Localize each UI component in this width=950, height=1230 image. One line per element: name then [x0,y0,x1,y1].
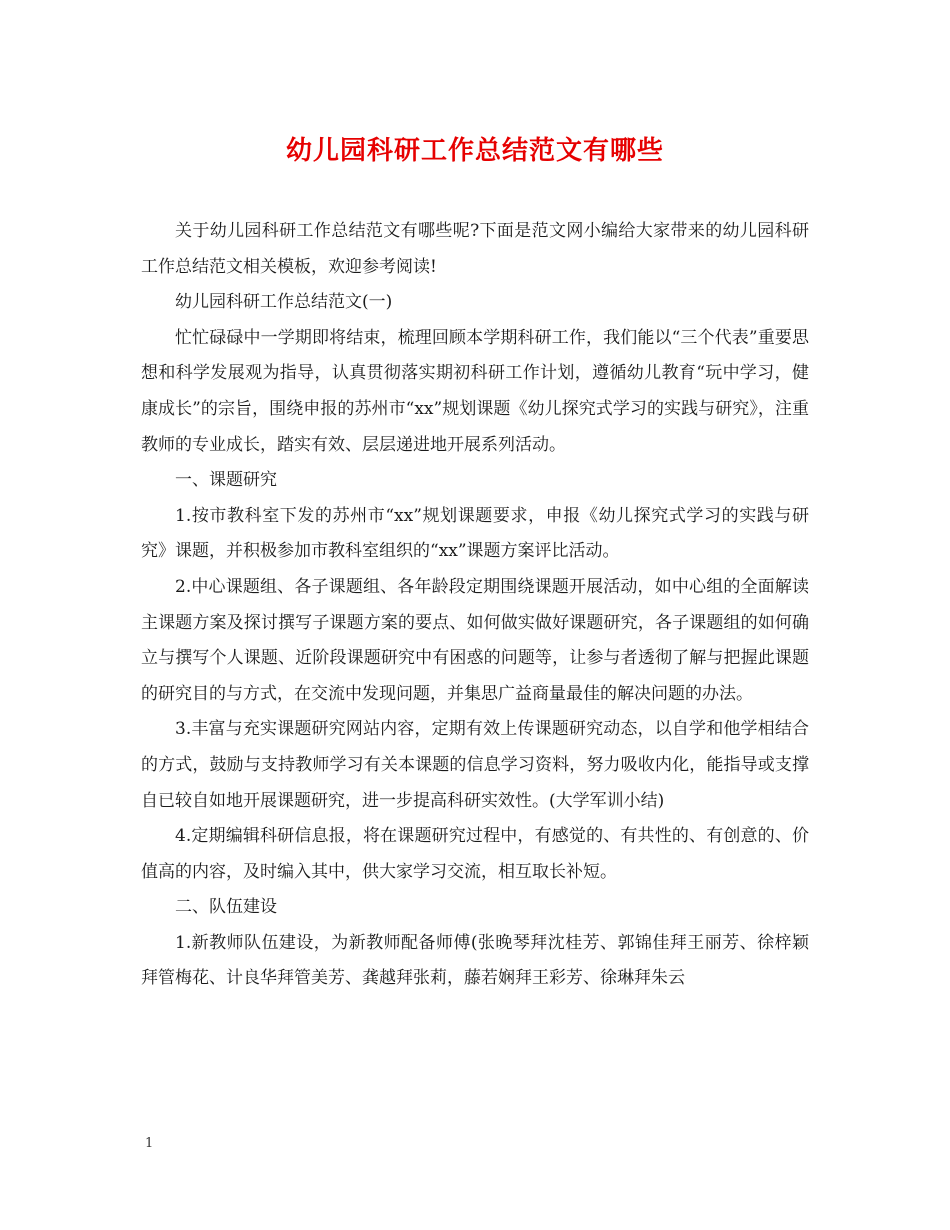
document-body [141,214,809,997]
paragraph: 1.按市教科室下发的苏州市“xx”规划课题要求，申报《幼儿探究式学习的实践与研究》课题，并积极参加市教科室组织的“xx”课题方案评比活动。 [141,505,809,562]
paragraph: 忙忙碌碌中一学期即将结束，梳理回顾本学期科研工作，我们能以“三个代表”重要思想和科学发展观为指导，认真贯彻落实期初科研工作计划，遵循幼儿教育“玩中学习，健康成长”的宗旨，围绕申报的苏州市“xx”规划课题《幼儿探究式学习的实践与研究》，注重教师的专业成长，踏实有效、层层递进地开展系列活动。 [141,327,809,455]
section-heading: 幼儿园科研工作总结范文(一) [175,292,393,313]
paragraph: 3.丰富与充实课题研究网站内容，定期有效上传课题研究动态，以自学和他学相结合的方式，鼓励与支持教师学习有关本课题的信息学习资料，努力吸收内化，能指导或支撑自已较自如地开展课题研究，进一步提高科研实效性。(大学军训小结) [141,719,809,811]
section-heading: 一、课题研究 [175,470,277,491]
section-heading: 二、队伍建设 [175,897,277,918]
paragraph: 2.中心课题组、各子课题组、各年龄段定期围绕课题开展活动，如中心组的全面解读主课题方案及探讨撰写子课题方案的要点、如何做实做好课题研究，各子课题组的如何确立与撰写个人课题、近阶段课题研究中有困惑的问题等，让参与者透彻了解与把握此课题的研究目的与方式，在交流中发现问题，并集思广益商量最佳的解决问题的办法。 [141,576,809,704]
paragraph: 1.新教师队伍建设，为新教师配备师傅(张晚琴拜沈桂芳、郭锦佳拜王丽芳、徐梓颖拜管梅花、计良华拜管美芳、龚越拜张莉，藤若娴拜王彩芳、徐琳拜朱云 [141,932,809,989]
document-title: 幼儿园科研工作总结范文有哪些 [285,136,664,166]
page-number: 1 [145,1136,154,1151]
paragraph: 关于幼儿园科研工作总结范文有哪些呢?下面是范文网小编给大家带来的幼儿园科研工作总结范文相关模板，欢迎参考阅读! [141,221,809,277]
paragraph: 4.定期编辑科研信息报，将在课题研究过程中，有感觉的、有共性的、有创意的、价值高的内容，及时编入其中，供大家学习交流，相互取长补短。 [141,826,809,882]
